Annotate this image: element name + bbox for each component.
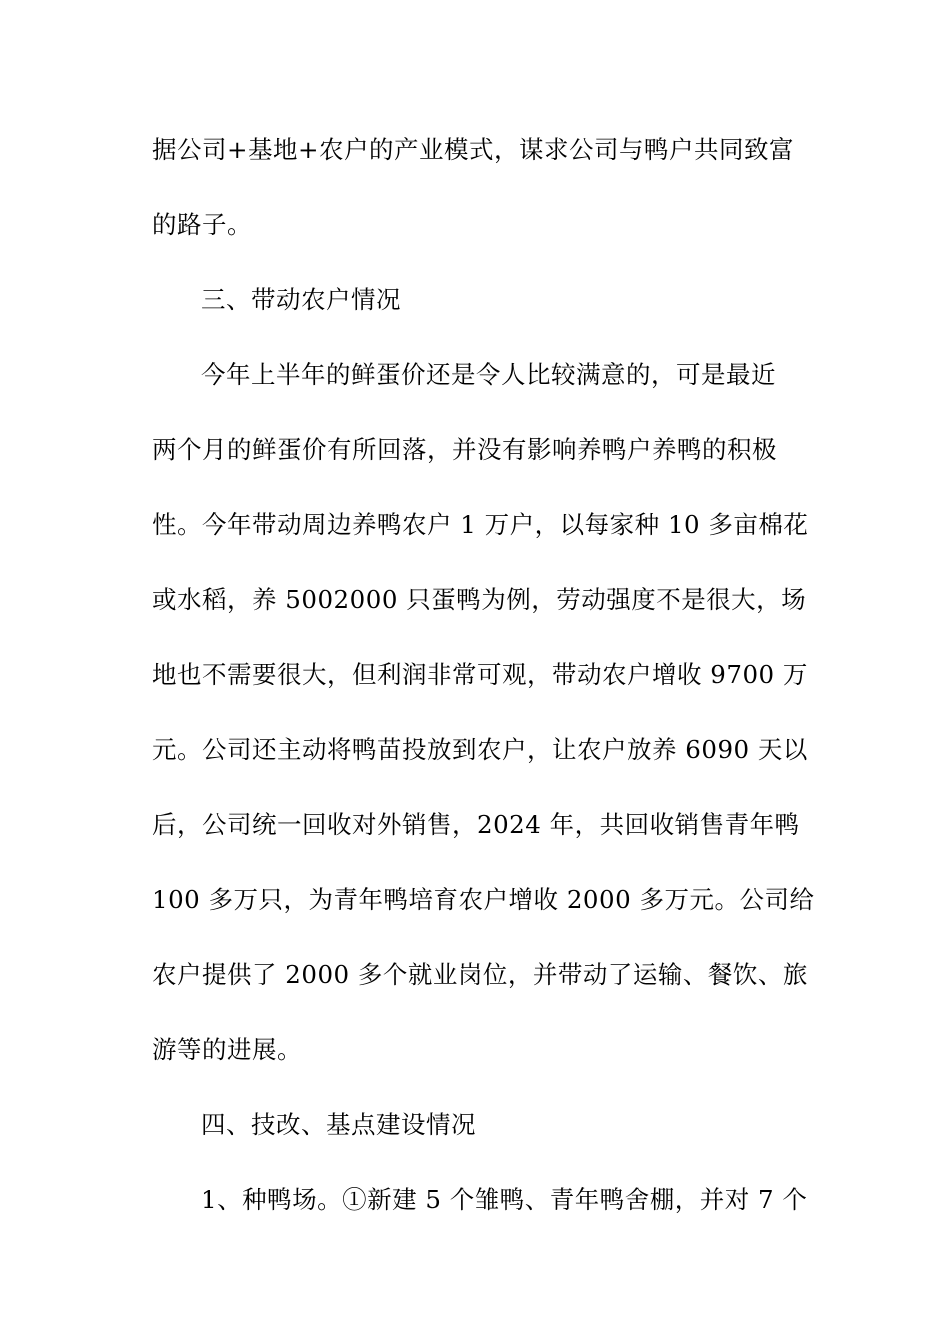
section-heading: 三、带动农户情况	[201, 285, 401, 314]
paragraph-line: 农户提供了 2000 多个就业岗位，并带动了运输、餐饮、旅	[152, 960, 808, 989]
paragraph-line: 据公司+基地+农户的产业模式，谋求公司与鸭户共同致富	[152, 135, 795, 164]
paragraph-line: 后，公司统一回收对外销售，2024 年，共回收销售青年鸭	[152, 810, 800, 839]
paragraph-line: 100 多万只，为青年鸭培育农户增收 2000 多万元。公司给	[152, 885, 815, 914]
paragraph-line: 元。公司还主动将鸭苗投放到农户，让农户放养 6090 天以	[152, 735, 808, 764]
paragraph-line: 地也不需要很大，但利润非常可观，带动农户增收 9700 万	[152, 660, 808, 689]
section-heading: 四、技改、基点建设情况	[201, 1110, 476, 1139]
paragraph-line: 两个月的鲜蛋价有所回落，并没有影响养鸭户养鸭的积极	[152, 435, 777, 464]
paragraph-line: 或水稻，养 5002000 只蛋鸭为例，劳动强度不是很大，场	[152, 585, 807, 614]
paragraph-line: 的路子。	[152, 210, 252, 239]
paragraph-line: 游等的进展。	[152, 1035, 302, 1064]
paragraph-line: 性。今年带动周边养鸭农户 1 万户，以每家种 10 多亩棉花	[152, 510, 809, 539]
paragraph-line: 今年上半年的鲜蛋价还是令人比较满意的，可是最近	[201, 360, 776, 389]
paragraph-line: 1、种鸭场。①新建 5 个雏鸭、青年鸭舍棚，并对 7 个	[201, 1185, 808, 1214]
